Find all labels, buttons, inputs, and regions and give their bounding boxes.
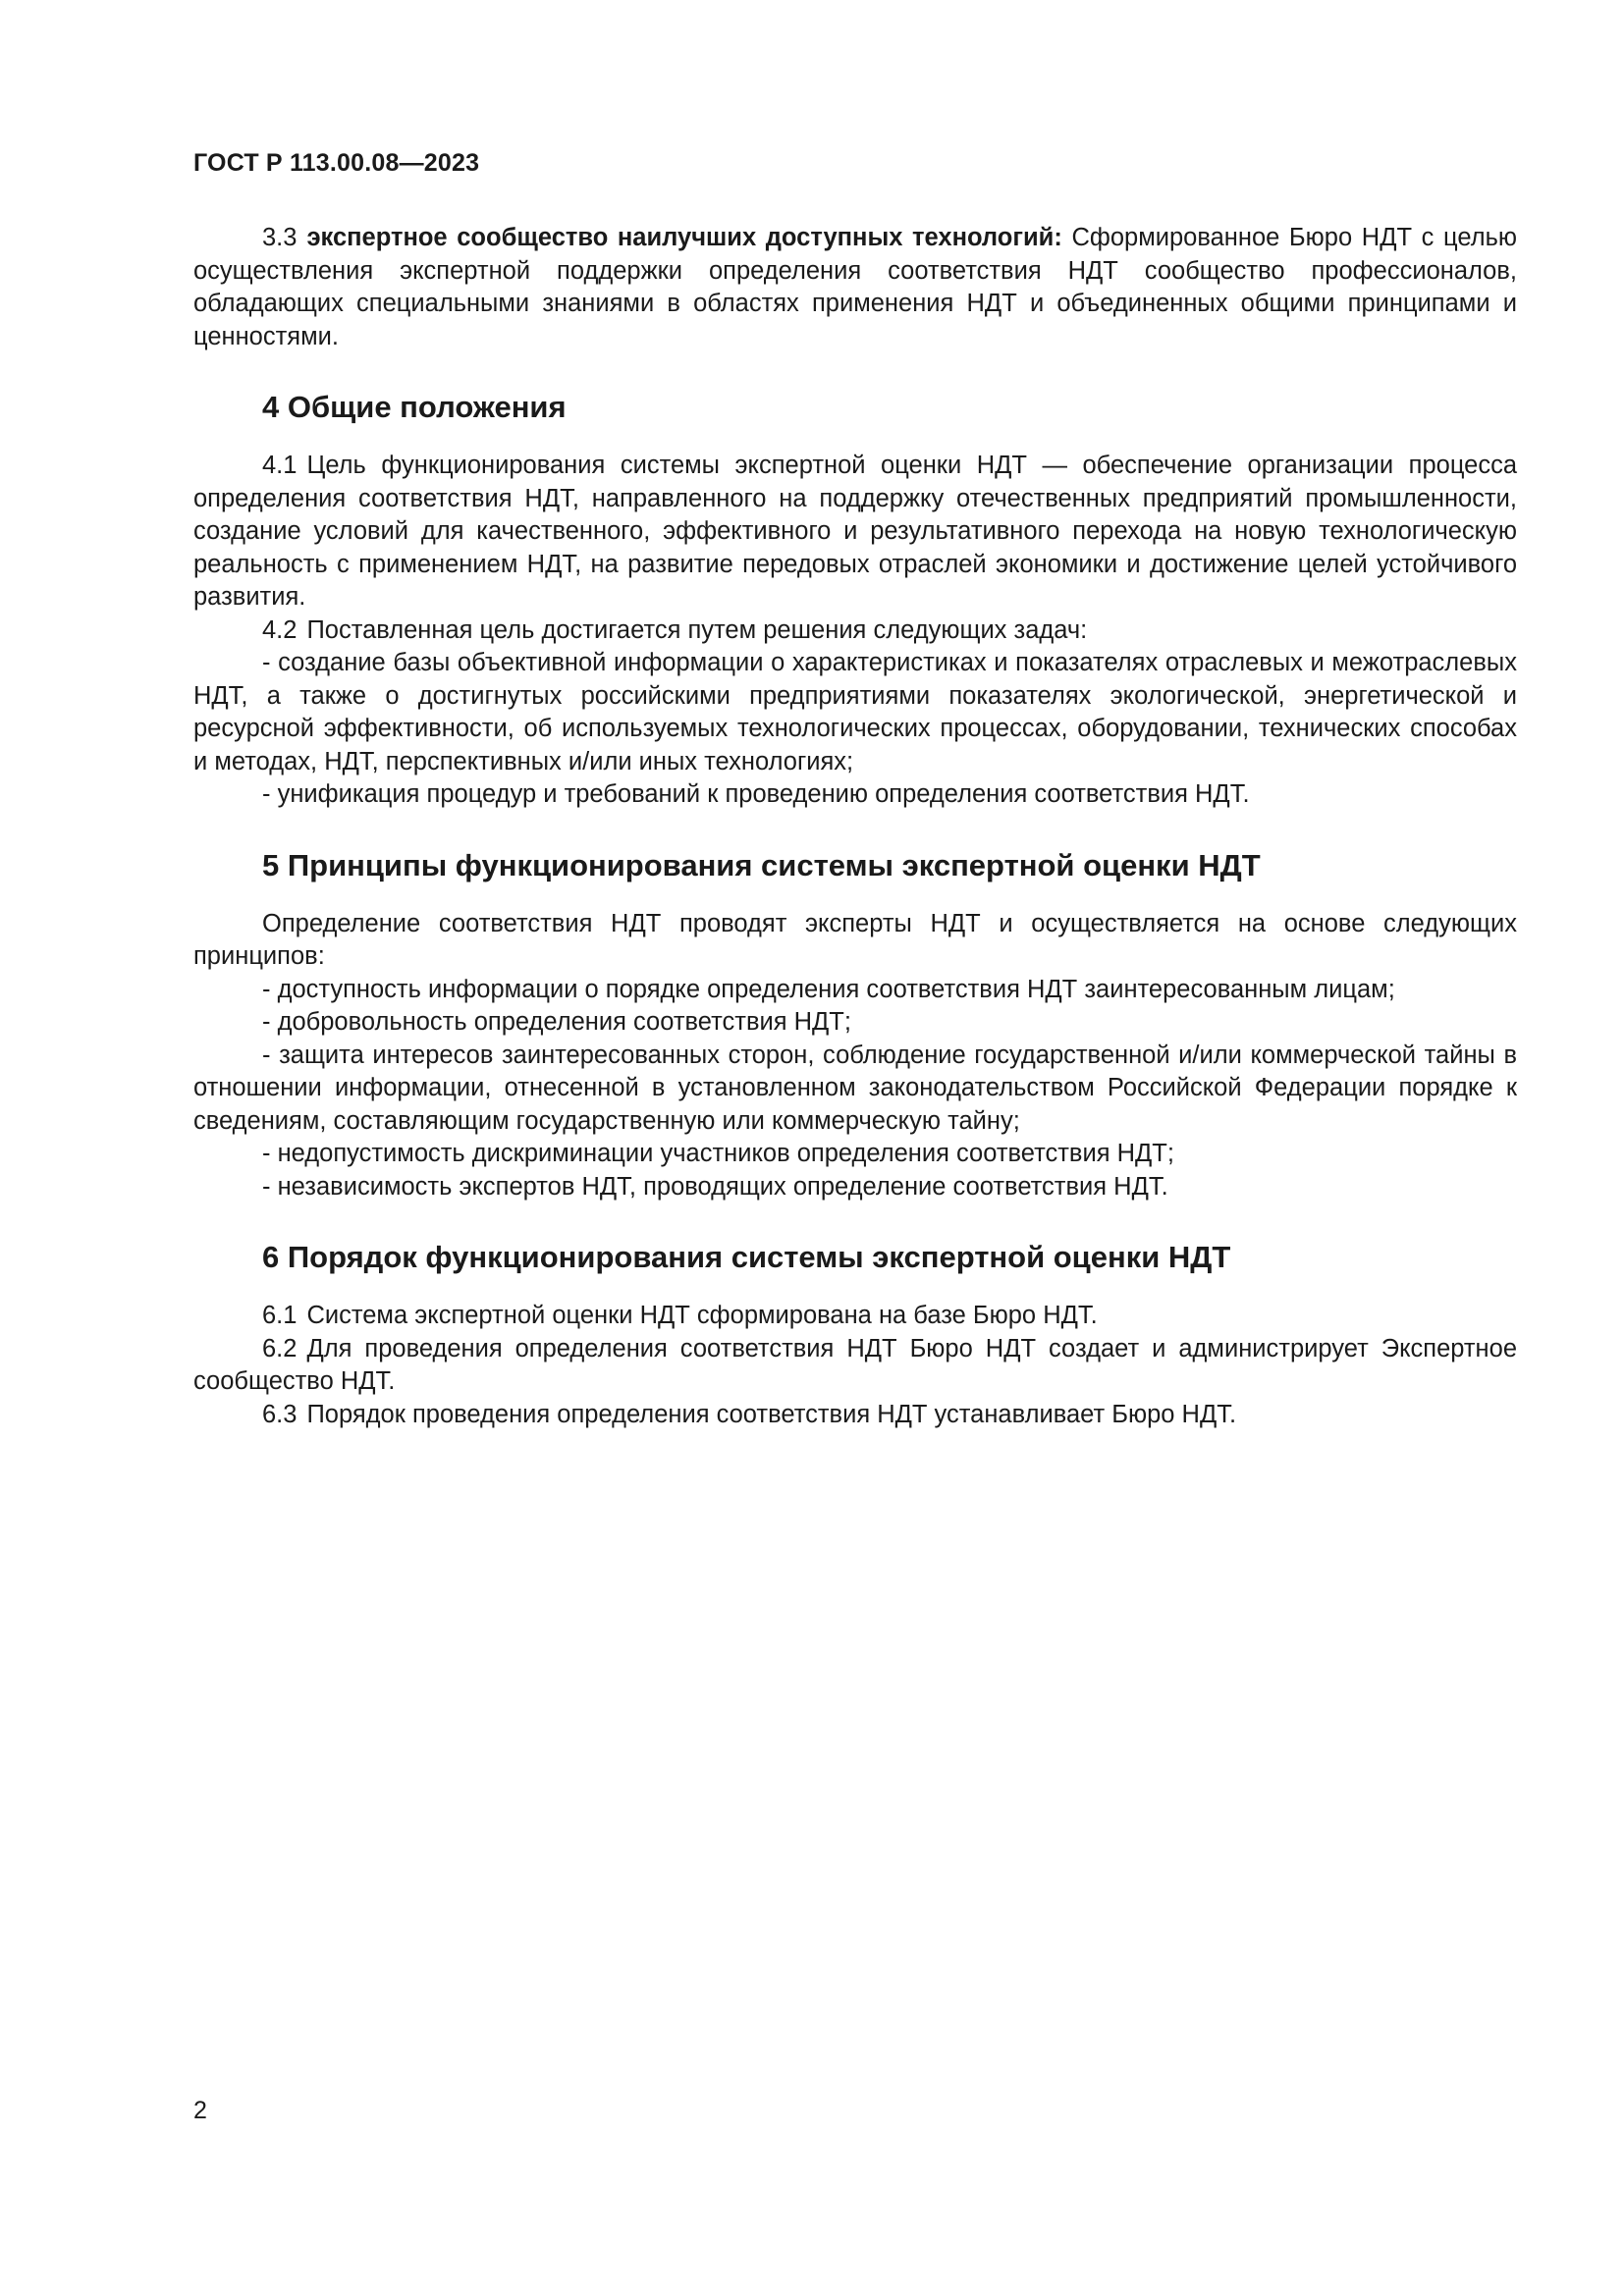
term-title: экспертное сообщество наилучших доступных технологий: xyxy=(306,224,1062,251)
list-item: - защита интересов заинтересованных сторон, соблюдение государственной и/или коммерческой тайны в отношении информации, отнесенной в установленном законодательством Российской Федерации порядке к сведениям, составляющим государственную или коммерческую тайну; xyxy=(193,1041,1517,1135)
section-4-heading: 4 Общие положения xyxy=(262,390,567,424)
term-definition: Сформированное Бюро НДТ с целью осуществления экспертной поддержки определения соответствия НДТ сообщество профессионалов, обладающих специальными знаниями в областях применения НДТ и объединенных общими принципами и ценностями. xyxy=(193,224,1517,350)
page-content xyxy=(193,222,1517,1431)
clause-number: 4.2 xyxy=(262,615,298,644)
list-item: - недопустимость дискриминации участников определения соответствия НДТ; xyxy=(262,1140,1174,1167)
clause-number: 6.3 xyxy=(262,1400,298,1428)
list-item: - унификация процедур и требований к проведению определения соответствия НДТ. xyxy=(262,780,1250,808)
clause-6-3 xyxy=(193,1399,1517,1432)
list-item: - добровольность определения соответствия НДТ; xyxy=(262,1008,851,1036)
clause-number: 3.3 xyxy=(262,224,298,251)
clause-text: Система экспертной оценки НДТ сформирована на базе Бюро НДТ. xyxy=(306,1302,1098,1329)
clause-6-1 xyxy=(193,1300,1517,1333)
section-5-heading: 5 Принципы функционирования системы экспертной оценки НДТ xyxy=(262,847,1261,882)
clause-4-2 xyxy=(193,614,1517,648)
clause-text: Порядок проведения определения соответствия НДТ устанавливает Бюро НДТ. xyxy=(306,1400,1237,1428)
clause-number: 4.1 xyxy=(262,452,298,479)
section-6-heading: 6 Порядок функционирования системы экспертной оценки НДТ xyxy=(262,1240,1231,1274)
list-item: - независимость экспертов НДТ, проводящих определение соответствия НДТ. xyxy=(262,1172,1168,1201)
list-item: - доступность информации о порядке определения соответствия НДТ заинтересованным лицам; xyxy=(262,975,1395,1003)
clause-text: Поставленная цель достигается путем решения следующих задач: xyxy=(306,615,1088,644)
clause-6-2 xyxy=(193,1333,1517,1399)
page-number: 2 xyxy=(193,2097,207,2124)
clause-number: 6.2 xyxy=(262,1334,298,1362)
clause-text: Для проведения определения соответствия НДТ Бюро НДТ создает и администрирует Экспертное сообщество НДТ. xyxy=(193,1334,1517,1395)
clause-3-3 xyxy=(193,222,1517,353)
clause-4-1 xyxy=(193,450,1517,614)
section-5-intro: Определение соответствия НДТ проводят эксперты НДТ и осуществляется на основе следующих принципов: xyxy=(193,909,1517,970)
document-id-header: ГОСТ Р 113.00.08—2023 xyxy=(193,149,480,177)
clause-text: Цель функционирования системы экспертной оценки НДТ — обеспечение организации процесса определения соответствия НДТ, направленного на поддержку отечественных предприятий промышленности, создание условий для качественного, эффективного и результативного перехода на новую технологическую реальность с применением НДТ, на развитие передовых отраслей экономики и достижение целей устойчивого развития. xyxy=(193,452,1517,611)
list-item: - создание базы объективной информации о характеристиках и показателях отраслевых и межотраслевых НДТ, а также о достигнутых российскими предприятиями показателях экологической, энергетической и ресурсной эффективности, об используемых технологических процессах, оборудовании, технических способах и методах, НДТ, перспективных и/или иных технологиях; xyxy=(193,649,1517,775)
clause-number: 6.1 xyxy=(262,1302,298,1329)
